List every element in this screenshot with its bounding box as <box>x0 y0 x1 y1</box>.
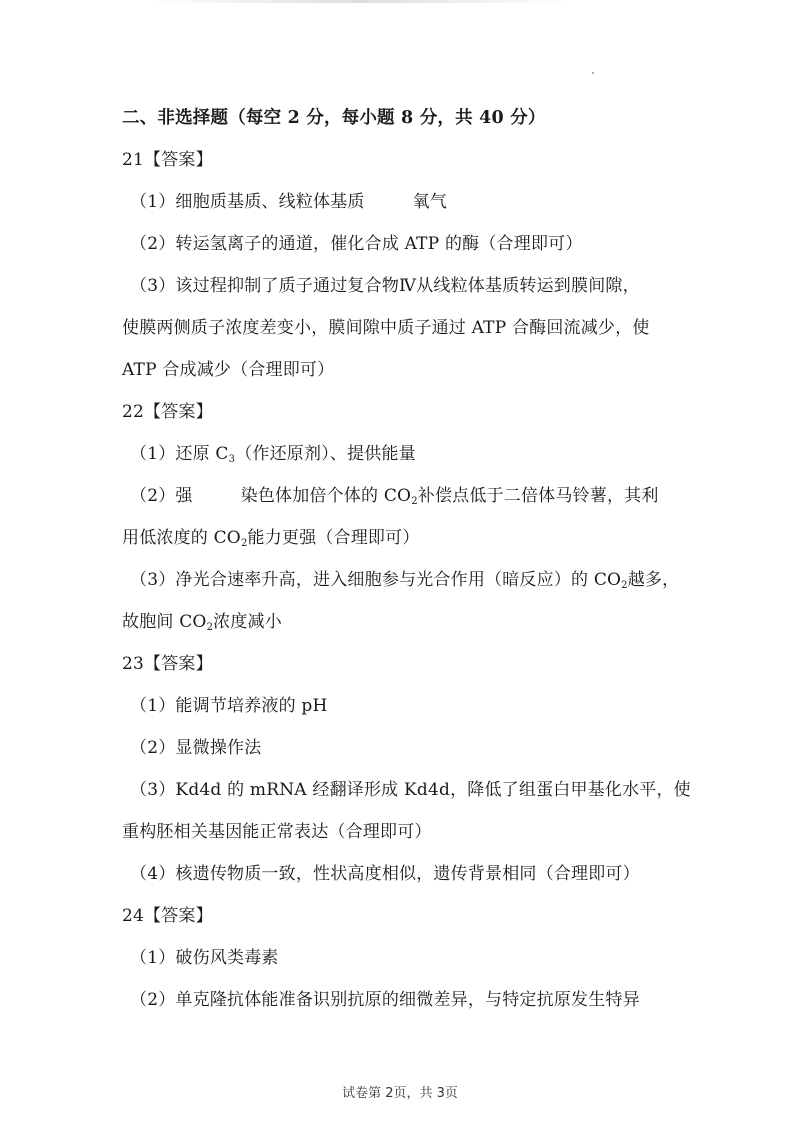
q22-answer-2-part2-rest: 补偿点低于二倍体马铃薯，其利 <box>417 486 659 506</box>
subscript: 2 <box>206 622 214 633</box>
q21-answer-3-line1: （3）该过程抑制了质子通过复合物Ⅳ从线粒体基质转运到膜间隙， <box>130 276 640 296</box>
q24-header: 24【答案】 <box>122 906 213 926</box>
q22-header: 22【答案】 <box>122 402 213 422</box>
q22-answer-3-line1-rest: 越多， <box>627 570 680 590</box>
subscript: 2 <box>411 496 418 507</box>
q22-answer-2-line2 <box>122 528 702 548</box>
scan-speck <box>592 72 594 74</box>
subscript: 2 <box>621 580 628 591</box>
q23-answer-3-line1: （3）Kd4d 的 mRNA 经翻译形成 Kd4d，降低了组蛋白甲基化水平，使 <box>130 780 691 800</box>
q21-answer-3-line2: 使膜两侧质子浓度差变小，膜间隙中质子通过 ATP 合酶回流减少，使 <box>122 318 650 338</box>
q22-answer-1-text: （1）还原 C <box>130 444 229 464</box>
q22-answer-1-rest: （作还原剂）、提供能量 <box>235 444 416 464</box>
q23-answer-4: （4）核遗传物质一致，性状高度相似，遗传背景相同（合理即可） <box>130 864 640 884</box>
answer-content <box>122 100 702 1032</box>
q22-answer-3-line2 <box>122 612 702 632</box>
q22-answer-2-line1 <box>122 486 702 506</box>
q22-answer-2-line2-text: 用低浓度的 CO <box>122 528 241 548</box>
q22-answer-1 <box>122 444 702 464</box>
q21-answer-1-part1: （1）细胞质基质、线粒体基质 <box>130 192 365 212</box>
scan-artifact <box>150 0 570 3</box>
q23-answer-2: （2）显微操作法 <box>130 738 262 758</box>
q21-answer-2: （2）转运氢离子的通道，催化合成 ATP 的酶（合理即可） <box>130 234 583 254</box>
q22-answer-2-part1: （2）强 <box>130 486 193 506</box>
q23-header: 23【答案】 <box>122 654 213 674</box>
q22-answer-3-line1-text: （3）净光合速率升高，进入细胞参与光合作用（暗反应）的 CO <box>130 570 622 590</box>
q21-answer-1 <box>122 192 702 212</box>
q21-answer-3-line3: ATP 合成减少（合理即可） <box>122 360 335 380</box>
subscript: 3 <box>228 454 236 465</box>
q23-answer-3-line2: 重构胚相关基因能正常表达（合理即可） <box>122 822 432 842</box>
q24-answer-1: （1）破伤风类毒素 <box>130 948 279 968</box>
q23-answer-1: （1）能调节培养液的 pH <box>130 696 328 716</box>
q22-answer-3-line2-text: 故胞间 CO <box>122 612 207 632</box>
subscript: 2 <box>240 538 248 549</box>
q22-answer-2-line2-rest: 能力更强（合理即可） <box>247 528 420 548</box>
q22-answer-3-line2-rest: 浓度减小 <box>213 612 282 632</box>
section-title: 二、非选择题（每空 2 分，每小题 8 分，共 40 分） <box>122 108 546 128</box>
q22-answer-2-part2: 染色体加倍个体的 CO <box>240 486 412 506</box>
q22-answer-3-line1 <box>122 570 702 590</box>
page-footer: 试卷第 2页，共 3页 <box>342 1086 458 1101</box>
q24-answer-2: （2）单克隆抗体能准备识别抗原的细微差异，与特定抗原发生特异 <box>130 990 640 1010</box>
q21-answer-1-part2: 氧气 <box>412 192 448 212</box>
q21-header: 21【答案】 <box>122 150 213 170</box>
